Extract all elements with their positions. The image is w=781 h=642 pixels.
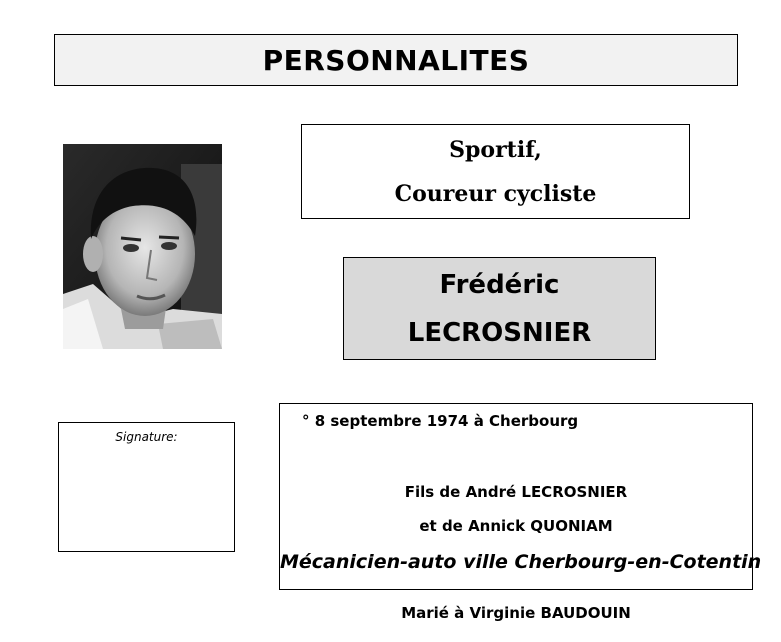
profession-line-2: Coureur cycliste	[394, 180, 597, 207]
father-info: Fils de André LECROSNIER	[404, 483, 628, 501]
title-banner	[54, 34, 738, 86]
first-name: Frédéric	[439, 269, 560, 300]
profession-line-1: Sportif,	[449, 136, 542, 163]
portrait-image	[63, 144, 222, 349]
birth-info: ° 8 septembre 1974 à Cherbourg	[302, 412, 579, 430]
marriage-info: Marié à Virginie BAUDOUIN	[401, 604, 631, 622]
biography-box	[279, 403, 762, 590]
occupation: Mécanicien-auto ville Cherbourg-en-Cotentin	[280, 551, 762, 573]
profession-box	[301, 124, 690, 219]
page-title: PERSONNALITES	[262, 43, 530, 77]
mother-info: et de Annick QUONIAM	[419, 517, 613, 535]
portrait-photo	[63, 144, 222, 349]
signature-box	[58, 422, 235, 552]
name-box	[343, 257, 656, 360]
last-name: LECROSNIER	[407, 317, 592, 348]
signature-label: Signature:	[115, 430, 178, 444]
